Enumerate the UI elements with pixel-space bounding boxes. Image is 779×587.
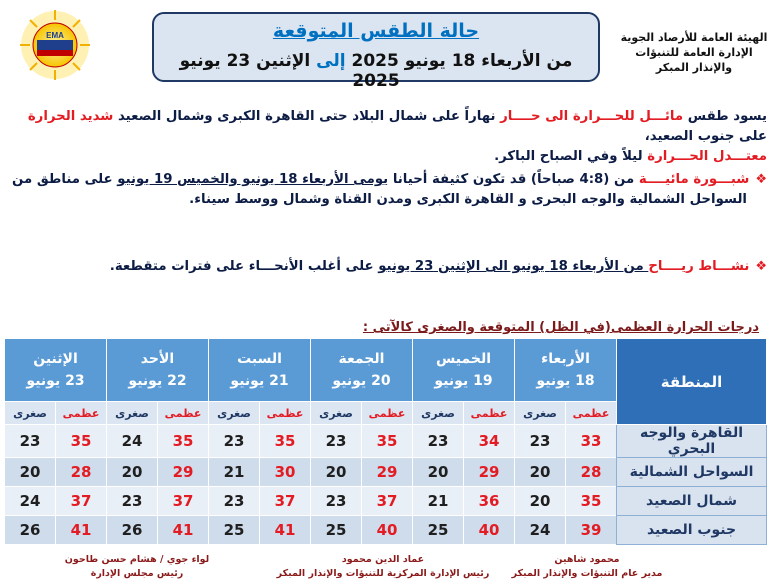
day-header: الأحد 22 يونيو [107, 339, 209, 402]
min-temp: 23 [107, 487, 158, 516]
region-name: شمال الصعيد [617, 487, 767, 516]
signature-title: رئيس مجلس الإدارة [90, 568, 184, 579]
logo-text: EMA [46, 31, 64, 40]
min-temp: 20 [107, 458, 158, 487]
title-box [152, 12, 600, 91]
forecast-paragraph-fog [9, 170, 767, 210]
min-temp: 25 [209, 516, 260, 545]
min-temp: 23 [311, 425, 362, 458]
min-label: صغرى [515, 402, 566, 425]
min-temp: 24 [5, 487, 56, 516]
text-segment: يسود طقس [683, 109, 767, 124]
min-temp: 26 [5, 516, 56, 545]
region-name: القاهرة والوجه البحري [617, 425, 767, 458]
max-temp: 36 [464, 487, 515, 516]
max-temp: 39 [566, 516, 617, 545]
max-temp: 37 [362, 487, 413, 516]
text-segment: السواحل الشمالية والوجه البحرى و القاهرة الكبرى ومدن القناة وشمال ووسط سيناء. [189, 192, 747, 207]
min-temp: 23 [515, 425, 566, 458]
text-segment: على جنوب الصعيد، [644, 129, 767, 144]
diamond-bullet-icon: ❖ [755, 172, 767, 187]
max-temp: 29 [464, 458, 515, 487]
text-underlined: من الأربعاء 18 يونيو الى الإثنين 23 يونيو [378, 259, 649, 274]
signature-name: محمود شاهين [554, 554, 620, 565]
period-line [154, 51, 598, 91]
max-label: عظمى [464, 402, 515, 425]
min-temp: 24 [107, 425, 158, 458]
day-header: الأربعاء 18 يونيو [515, 339, 617, 402]
forecast-paragraph-temperature [9, 107, 767, 167]
min-temp: 23 [311, 487, 362, 516]
min-temp: 20 [5, 458, 56, 487]
text-highlight: مائـــل للحـــرارة الى حــــار [500, 109, 684, 124]
table-row [5, 425, 767, 458]
max-temp: 37 [260, 487, 311, 516]
signature-title: مدير عام التنبؤات والإنذار المبكر [511, 568, 663, 579]
max-temp: 28 [566, 458, 617, 487]
signature-title: رئيس الإدارة المركزية للتنبؤات والإنذار المبكر [276, 568, 490, 579]
min-label: صغرى [311, 402, 362, 425]
day-header: الجمعة 20 يونيو [311, 339, 413, 402]
table-caption: درجات الحرارة العظمى(في الظل) المتوقعة والصغرى كالآتى : [362, 320, 759, 335]
max-temp: 29 [362, 458, 413, 487]
region-header: المنطقة [617, 339, 767, 425]
max-temp: 35 [158, 425, 209, 458]
temperature-table [4, 338, 767, 545]
max-temp: 35 [362, 425, 413, 458]
region-name: جنوب الصعيد [617, 516, 767, 545]
region-name: السواحل الشمالية [617, 458, 767, 487]
day-header: الإثنين 23 يونيو [5, 339, 107, 402]
max-label: عظمى [56, 402, 107, 425]
min-temp: 23 [209, 425, 260, 458]
text-segment: نهاراً على شمال البلاد حتى القاهرة الكبرى وشمال الصعيد [113, 109, 501, 124]
min-temp: 24 [515, 516, 566, 545]
min-label: صغرى [107, 402, 158, 425]
signature-name: عماد الدين محمود [341, 554, 425, 565]
min-temp: 25 [311, 516, 362, 545]
max-temp: 40 [464, 516, 515, 545]
text-segment: على مناطق من [12, 172, 118, 187]
text-highlight: شديد الحرارة [27, 109, 114, 124]
max-temp: 35 [566, 487, 617, 516]
min-label: صغرى [5, 402, 56, 425]
min-temp: 23 [413, 425, 464, 458]
max-label: عظمى [260, 402, 311, 425]
signature-left [52, 553, 222, 581]
period-from: من الأربعاء 18 يونيو 2025 [351, 51, 573, 71]
min-temp: 26 [107, 516, 158, 545]
max-temp: 29 [158, 458, 209, 487]
page-title: حالة الطقس المتوقعة [272, 20, 480, 42]
table-row [5, 487, 767, 516]
table-row [5, 458, 767, 487]
max-temp: 41 [158, 516, 209, 545]
text-highlight: شبـــورة مائيــــة [638, 172, 750, 187]
max-temp: 33 [566, 425, 617, 458]
max-temp: 41 [260, 516, 311, 545]
signature-middle [248, 553, 518, 581]
min-label: صغرى [209, 402, 260, 425]
signature-name: لواء جوي / هشام حسن طاحون [64, 554, 210, 565]
text-highlight: نشـــاط ريــــاح [648, 259, 750, 274]
diamond-bullet-icon: ❖ [755, 259, 767, 274]
organization-name [619, 30, 769, 75]
min-temp: 20 [515, 487, 566, 516]
day-header: السبت 21 يونيو [209, 339, 311, 402]
ema-logo [12, 10, 98, 80]
text-segment: من (4:8 صباحاً) قد تكون كثيفة أحيانا [388, 172, 639, 187]
min-temp: 25 [413, 516, 464, 545]
min-temp: 21 [413, 487, 464, 516]
max-temp: 41 [56, 516, 107, 545]
max-label: عظمى [158, 402, 209, 425]
max-temp: 30 [260, 458, 311, 487]
min-temp: 20 [311, 458, 362, 487]
max-temp: 35 [56, 425, 107, 458]
max-temp: 37 [56, 487, 107, 516]
min-temp: 23 [209, 487, 260, 516]
forecast-paragraph-wind [9, 257, 767, 277]
day-header: الخميس 19 يونيو [413, 339, 515, 402]
text-segment: على أغلب الأنحـــاء على فترات متقطعة. [109, 259, 379, 274]
max-temp: 34 [464, 425, 515, 458]
period-to: الإثنين 23 يونيو 2025 [179, 51, 400, 91]
min-temp: 21 [209, 458, 260, 487]
max-label: عظمى [362, 402, 413, 425]
table-row [5, 516, 767, 545]
max-temp: 37 [158, 487, 209, 516]
min-temp: 23 [5, 425, 56, 458]
org-line-2: الإدارة العامة للتنبؤات والإنذار المبكر [635, 46, 753, 74]
org-line-1: الهيئة العامة للأرصاد الجوية [620, 31, 768, 44]
min-temp: 20 [515, 458, 566, 487]
text-segment: ليلاً وفي الصباح الباكر. [494, 149, 648, 164]
text-underlined: يومى الأربعاء 18 يونيو والخميس 19 يونيو [117, 172, 389, 187]
max-temp: 40 [362, 516, 413, 545]
period-to-word: إلى [316, 51, 346, 71]
max-temp: 35 [260, 425, 311, 458]
max-temp: 28 [56, 458, 107, 487]
min-temp: 20 [413, 458, 464, 487]
max-label: عظمى [566, 402, 617, 425]
min-label: صغرى [413, 402, 464, 425]
text-highlight: معتـــدل الحـــرارة [647, 149, 767, 164]
